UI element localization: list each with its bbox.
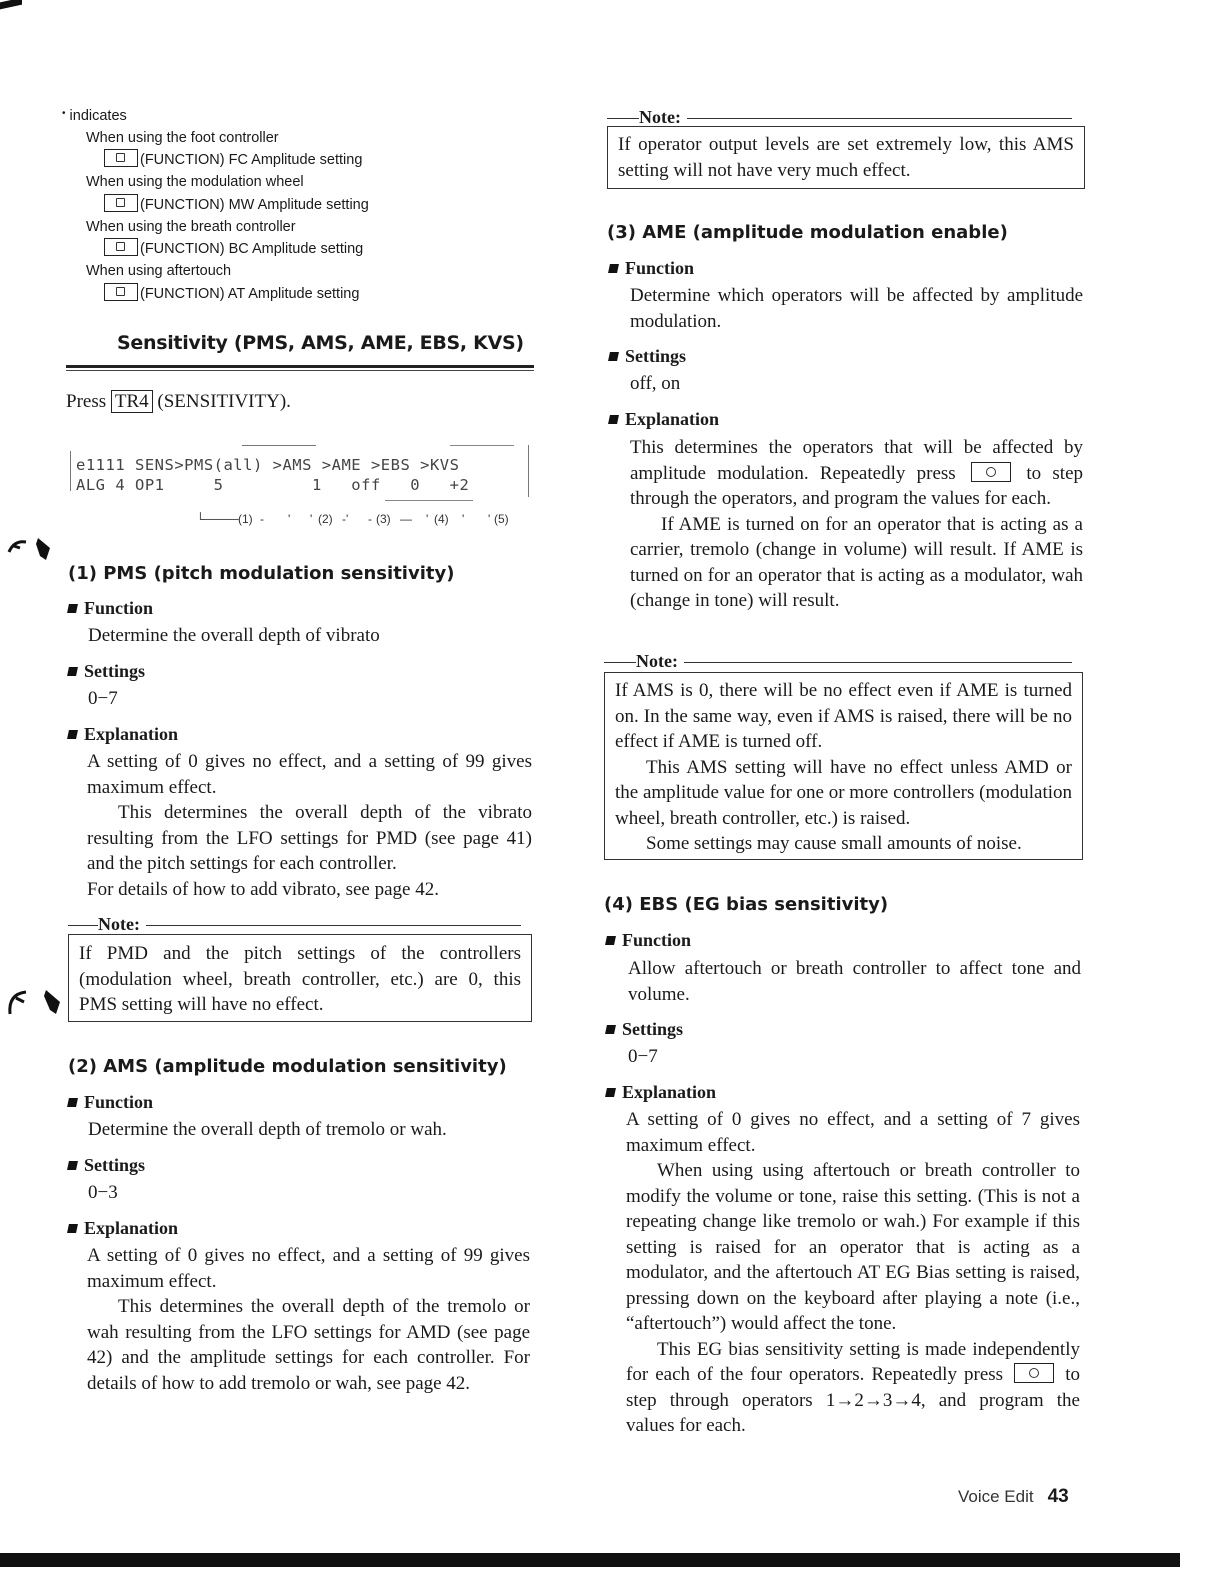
- ame-settings-text: off, on: [630, 373, 681, 394]
- pms-function-text: Determine the overall depth of vibrato: [88, 625, 380, 646]
- pms-settings-label: Settings: [68, 661, 145, 682]
- ams-note-box: If operator output levels are set extremely low, this AMS setting will not have very much effect.: [607, 126, 1085, 189]
- function-key-icon: [104, 238, 138, 256]
- indicates-lead: indicates: [69, 108, 127, 124]
- indicates-condition: When using the breath controller: [86, 218, 296, 235]
- ams-title: (2) AMS (amplitude modulation sensitivity): [68, 1056, 507, 1077]
- ebs-settings-text: 0−7: [628, 1046, 658, 1067]
- ebs-settings-label: Settings: [606, 1019, 683, 1040]
- operator-key-icon: [971, 462, 1011, 482]
- press-post: (SENSITIVITY).: [157, 391, 291, 412]
- corner-mark: [0, 0, 22, 9]
- pms-explanation-p3: For details of how to add vibrato, see page 42.: [87, 878, 439, 900]
- pms-note-label: Note:: [68, 914, 530, 935]
- operator-key-icon: [1014, 1363, 1054, 1383]
- ebs-explanation: [626, 1107, 1080, 1439]
- ame-title: (3) AME (amplitude modulation enable): [607, 222, 1008, 243]
- pms-explanation: [87, 749, 532, 902]
- ebs-explanation-label: Explanation: [606, 1082, 716, 1103]
- ebs-explanation-p3b: to step through operators 1→2→3→4, and program the values for each.: [626, 1364, 1081, 1436]
- ame-note-p2: This AMS setting will have no effect unless AMD or the amplitude value for one or more controllers (modulation wheel, breath controller, etc.) is raised.: [615, 756, 1072, 829]
- margin-mark-icon: [4, 984, 68, 1018]
- ame-settings-label: Settings: [609, 346, 686, 367]
- indicates-block: • indicates When using the foot controller (FUNCTION) FC Amplitude setting When using the modulation wheel (FUNCTION) MW Amplitude setting When using the breath controller (FUNCTION) BC Amplitude setting When using aftertouch (FUNCTION) AT Amplitude setting: [62, 103, 522, 305]
- ame-explanation-p1b: to step through the operators, and program the values for each.: [630, 462, 1084, 509]
- indicates-setting: (FUNCTION) BC Amplitude setting: [140, 241, 364, 258]
- ame-note-label: Note:: [604, 651, 1084, 672]
- ebs-explanation-p1: A setting of 0 gives no effect, and a setting of 7 gives maximum effect.: [626, 1109, 1080, 1156]
- pms-explanation-p1: A setting of 0 gives no effect, and a setting of 99 gives maximum effect.: [87, 751, 532, 798]
- ams-explanation-p2: This determines the overall depth of the tremolo or wah resulting from the LFO settings for AMD (see page 42) and the amplitude settings for each controller. For details of how to add tremolo or wah, see page 42.: [87, 1296, 530, 1394]
- ame-explanation-p1a: This determines the operators that will be affected by amplitude modulation. Repeatedly press: [630, 437, 1083, 484]
- function-key-icon: [104, 194, 138, 212]
- ebs-title: (4) EBS (EG bias sensitivity): [604, 894, 889, 915]
- pms-title: (1) PMS (pitch modulation sensitivity): [68, 563, 455, 584]
- indicates-condition: When using the foot controller: [86, 129, 279, 146]
- bottom-edge-bar: [0, 1553, 1180, 1567]
- indicates-condition: When using the modulation wheel: [86, 174, 304, 191]
- lcd-label: (2): [318, 512, 333, 526]
- ebs-explanation-p2: When using using aftertouch or breath controller to modify the volume or tone, raise this setting. (This is not a repeating change like tremolo or wah.) For example if this setting is raised for an operator that is acting as a modulator, and the aftertouch AT EG Bias setting is raised, pressing down on the keyboard after playing a note (i.e., “aftertouch”) would affect the tone.: [626, 1160, 1080, 1334]
- ams-function-label: Function: [68, 1092, 153, 1113]
- lcd-line-1: e1111 SENS>PMS(all) >AMS >AME >EBS >KVS: [76, 456, 460, 474]
- pms-explanation-p2: This determines the overall depth of the vibrato resulting from the LFO settings for PMD (see page 41) and the pitch settings for each controller.: [87, 802, 532, 874]
- ams-settings-label: Settings: [68, 1155, 145, 1176]
- lcd-display: [70, 445, 532, 501]
- indicates-setting: (FUNCTION) MW Amplitude setting: [140, 196, 369, 213]
- ame-explanation: [630, 435, 1083, 614]
- press-label: Press: [66, 391, 107, 412]
- ams-settings-text: 0−3: [88, 1182, 118, 1203]
- section-heading: Sensitivity (PMS, AMS, AME, EBS, KVS): [117, 332, 524, 354]
- footer: [958, 1486, 1069, 1508]
- heading-rule: [66, 365, 534, 368]
- function-key-icon: [104, 283, 138, 301]
- indicates-condition: When using aftertouch: [86, 262, 232, 279]
- lcd-label: (3): [376, 512, 391, 526]
- lcd-label: (4): [434, 512, 449, 526]
- pms-function-label: Function: [68, 598, 153, 619]
- ebs-function-label: Function: [606, 930, 691, 951]
- ams-note-label: Note:: [607, 107, 1085, 128]
- lcd-labels: └──── (1) - ' ' (2) -' - (3) — ' (4) ' ' (5): [196, 512, 509, 526]
- ame-explanation-p2: If AME is turned on for an operator that is acting as a carrier, tremolo (change in volume) will result. If AME is turned on for an operator that is acting as a modulator, wah (change in tone) will result.: [630, 513, 1083, 611]
- ams-function-text: Determine the overall depth of tremolo or wah.: [88, 1119, 447, 1140]
- ebs-function-text: Allow aftertouch or breath controller to affect tone and volume.: [628, 958, 1081, 1005]
- press-instruction: [66, 391, 291, 413]
- function-key-icon: [104, 149, 138, 167]
- footer-section: Voice Edit: [958, 1487, 1034, 1506]
- lcd-line-2: ALG 4 OP1 5 1 off 0 +2: [76, 476, 470, 494]
- lcd-label: (1): [238, 512, 253, 526]
- ame-note-p3: Some settings may cause small amounts of noise.: [646, 833, 1022, 854]
- indicates-setting: (FUNCTION) AT Amplitude setting: [140, 285, 360, 302]
- pms-settings-text: 0−7: [88, 688, 118, 709]
- ame-function-text: Determine which operators will be affected by amplitude modulation.: [630, 285, 1083, 332]
- indicates-list: [62, 128, 522, 306]
- pms-explanation-label: Explanation: [68, 724, 178, 745]
- margin-mark-icon: [6, 532, 58, 562]
- ame-function-label: Function: [609, 258, 694, 279]
- page-number: 43: [1047, 1486, 1069, 1507]
- ams-explanation-p1: A setting of 0 gives no effect, and a setting of 99 gives maximum effect.: [87, 1245, 530, 1292]
- lcd-label: (5): [494, 512, 509, 526]
- ame-note-p1: If AMS is 0, there will be no effect even if AME is turned on. In the same way, even if AMS is raised, there will be no effect if AME is turned off.: [615, 680, 1072, 752]
- ame-explanation-label: Explanation: [609, 409, 719, 430]
- ebs-explanation-p3a: This EG bias sensitivity setting is made independently for each of the four operators. Repeatedly press: [626, 1338, 1080, 1385]
- heading-rule-thin: [66, 370, 534, 371]
- ams-explanation-label: Explanation: [68, 1218, 178, 1239]
- ame-note-box: [604, 672, 1083, 860]
- tr4-key: TR4: [111, 390, 153, 413]
- pms-note-box: If PMD and the pitch settings of the controllers (modulation wheel, breath controller, etc.) are 0, this PMS setting will have no effect.: [68, 934, 532, 1022]
- indicates-setting: (FUNCTION) FC Amplitude setting: [140, 152, 363, 169]
- ams-explanation: [87, 1243, 530, 1396]
